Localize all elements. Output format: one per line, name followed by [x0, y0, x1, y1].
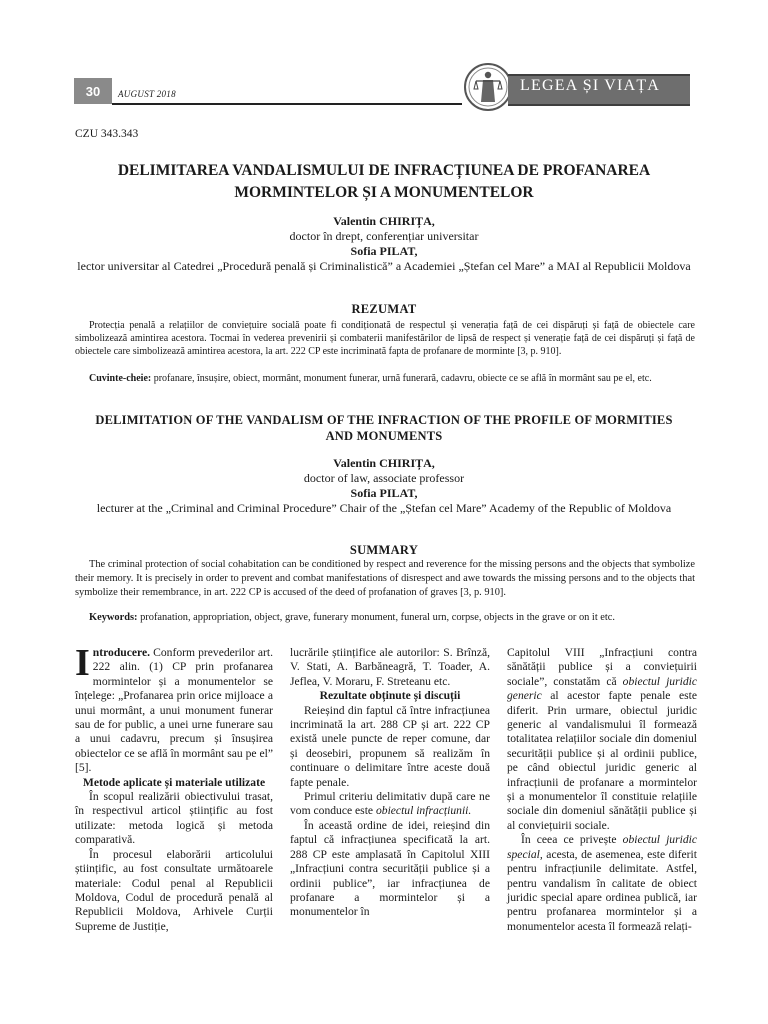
article-title-ro: DELIMITAREA VANDALISMULUI DE INFRACȚIUNEA DE PROFANAREA MORMINTELOR ȘI A MONUMENTELOR [117, 162, 651, 201]
keywords-text: profanare, însușire, obiect, mormânt, monument funerar, urnă funerară, cadavru, obiecte ce se află în mormânt sau pe el, etc. [153, 373, 652, 384]
intro-label: ntroducere. [92, 646, 151, 659]
paragraph-text: acesta, de asemenea, este diferit pentru infracțiunile delimitate. Astfel, pentru vandalism în calitate de obiect juridic special apare ordinea publică, iar pentru profanarea mormintelor și a monumentelor acesta îl formează relați- [507, 847, 697, 933]
methods-heading: Metode aplicate și materiale utilizate [82, 775, 266, 789]
body-paragraph: lucrările științifice ale autorilor: S. Brînză, V. Stati, A. Barbăneagră, T. Toader, A. Jeflea, V. Moraru, F. Streteanu etc. [290, 646, 490, 688]
body-column-3 [507, 646, 697, 934]
udc-code: CZU 343.343 [75, 128, 139, 140]
body-paragraph: În scopul realizării obiectivului trasat, în respectivul articol științific au fost utilizate: metoda logică și metoda comparativă. [75, 790, 273, 847]
author-name: Sofia PILAT, [350, 244, 418, 258]
author-affiliation: lector universitar al Catedrei „Procedură penală și Criminalistică” a Academiei „Ștefan cel Mare” a MAI al Republicii Moldova [77, 259, 691, 273]
paragraph-text: al acestor fapte penale este diferit. Prin urmare, obiectul juridic generic al vandalismului îl formează totalitatea relațiilor sociale din domeniul securității publice și al ordinii publice, pe când obiectul juridic generic al infracțiunii de profanare a mormintelor și a monumentelor îl constituie relațiile sociale din domeniul sănătății publice și al conviețuirii sociale. [507, 689, 697, 832]
keywords-label: Cuvinte-cheie: [89, 373, 152, 384]
summary-heading-ro: REZUMAT [351, 302, 417, 316]
body-paragraph: În procesul elaborării articolului științific, au fost consultate următoarele materiale: Codul penal al Republicii Moldova, Codul de procedură penală al Republicii Moldova, Arhivele Curții Supreme de Justiție, [75, 847, 273, 933]
abstract-en: The criminal protection of social cohabitation can be conditioned by respect and reverence for the missing persons and the objects that symbolize their memory. It is precisely in order to prevent and combat manifestations of disrespect and awe towards the missing persons and to the objects that symbolize their remembrance, in art. 222 CP is accused of the deed of profanation of graves [3, p. 910]. [75, 559, 695, 598]
body-paragraph [290, 790, 490, 819]
author-affiliation: doctor of law, associate professor [303, 471, 465, 485]
body-paragraph [507, 833, 697, 934]
paragraph-text: În ceea ce privește [521, 833, 623, 847]
body-column-1 [75, 642, 273, 934]
article-title-en: DELIMITATION OF THE VANDALISM OF THE INFRACTION OF THE PROFILE OF MORMITIES AND MONUMENTS [95, 413, 673, 443]
body-column-2 [290, 646, 490, 920]
abstract-ro: Protecția penală a relațiilor de conviețuire socială poate fi condiționată de respectul și venerația față de cei dispăruți și față de obiectele care simbolizează amintirea acestora. Tocmai în vederea prevenirii și combaterii manifestărilor de lipsă de respect și venerație față de cei dispăruți și față de obiectele care simbolizează amintirea acestora, la art. 222 CP este incriminată fapta de profanare de morminte [3, p. 910]. [75, 320, 695, 358]
body-paragraph: Reieșind din faptul că între infracțiunea incriminată la art. 288 CP și art. 222 CP există unele puncte de reper comune, dar și deosebiri, propunem să realizăm în continuare o delimitare între aceste două fapte penale. [290, 703, 490, 789]
intro-text: Conform prevederilor art. 222 alin. (1) CP prin profanarea mormintelor și a monumentelor se înțelege: „Profanarea prin orice mijloace a unui mormânt, a unui monument funerar sau de for public, a unei urne funerare sau a unui cadavru, precum și însușirea obiectelor ce se află în mormânt sau pe el” [5]. [75, 646, 273, 775]
body-paragraph [507, 646, 697, 833]
justice-emblem-icon [463, 62, 513, 112]
keywords-en [75, 611, 695, 625]
page-number: 30 [74, 78, 112, 104]
author-name: Valentin CHIRIȚA, [333, 214, 435, 228]
author-affiliation: lecturer at the „Criminal and Criminal Procedure” Chair of the „Ștefan cel Mare” Academy of the Republic of Moldova [96, 501, 672, 515]
paragraph-text: Capitolul VIII „Infracțiuni contra sănătății publice și a conviețuirii sociale”, constatăm că [507, 646, 697, 688]
drop-cap: I [75, 642, 90, 684]
keywords-text: profanation, appropriation, object, grave, funerary monument, funeral urn, corpse, objects in the grave or on it etc. [140, 612, 616, 623]
author-name: Valentin CHIRIȚA, [333, 456, 435, 470]
journal-title: LEGEA ȘI VIAȚA [520, 77, 661, 94]
intro-paragraph [75, 642, 273, 776]
paragraph-text: Primul criteriu delimitativ după care ne vom conduce este [290, 790, 490, 818]
author-affiliation: doctor în drept, conferențiar universitar [289, 229, 479, 243]
keywords-label: Keywords: [89, 612, 138, 623]
results-heading: Rezultate obținute și discuții [319, 689, 461, 703]
emphasis-text: obiectul juridic special, [507, 833, 697, 861]
emphasis-text: obiectul infracțiunii. [375, 804, 472, 818]
emphasis-text: obiectul juridic generic [507, 674, 697, 703]
page-header [0, 0, 768, 110]
header-rule [112, 103, 462, 105]
summary-heading-en: SUMMARY [349, 543, 419, 557]
keywords-ro [75, 372, 695, 385]
author-name: Sofia PILAT, [350, 486, 418, 500]
authors-ro [70, 214, 698, 274]
issue-date: AUGUST 2018 [118, 89, 176, 99]
body-paragraph: În această ordine de idei, reieșind din faptul că infracțiunea specificată la art. 288 CP este amplasată în Capitolul XIII „Infracțiuni contra securității publice și a ordinii publice”, iar infracțiunea de profanare a mormintelor și a monumentelor în [290, 818, 490, 919]
authors-en [70, 456, 698, 516]
